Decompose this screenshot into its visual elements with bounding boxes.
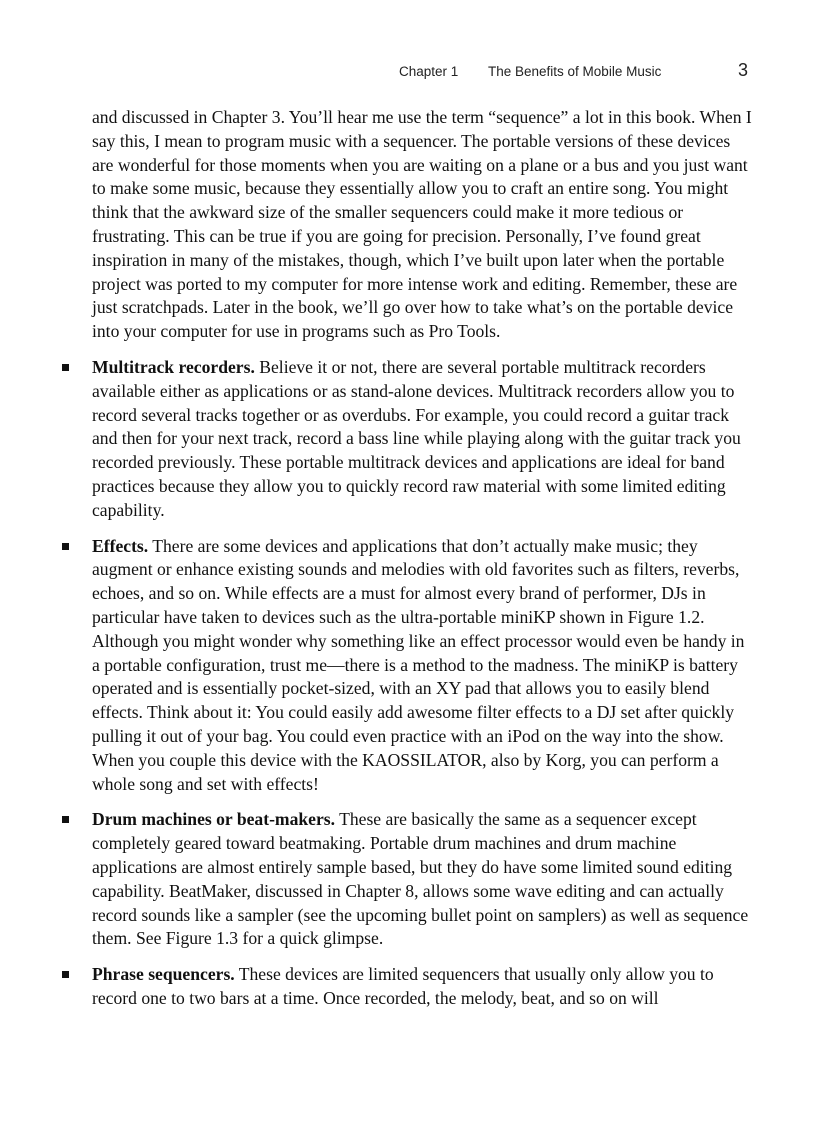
list-item [92,808,756,951]
chapter-title: The Benefits of Mobile Music [488,64,662,79]
bullet-list [92,356,756,1011]
chapter-label: Chapter 1 [399,64,459,79]
bullet-text: These are basically the same as a sequencer except completely geared toward beatmaking. Portable drum machines and drum machine applications are almost entirely sample based, but they do have some limited sound editing capability. BeatMaker, discussed in Chapter 8, allows some wave editing and can actually record sounds like a sampler (see the upcoming bullet point on samplers) as well as sequence them. See Figure 1.3 for a quick glimpse. [92,809,749,949]
square-bullet-icon [62,971,69,978]
list-item [92,963,756,1011]
bullet-text: These devices are limited sequencers that usually only allow you to record one to two bars at a time. Once recorded, the melody, beat, and so on will [92,964,714,1008]
bullet-term: Effects. [92,535,149,556]
page-body [92,106,756,1011]
bullet-term: Phrase sequencers. [92,964,235,985]
square-bullet-icon [62,816,69,823]
list-item [92,535,756,797]
bullet-term: Multitrack recorders. [92,356,255,377]
bullet-text: Believe it or not, there are several portable multitrack recorders available either as applications or as stand-alone devices. Multitrack recorders allow you to record several tracks together or as overdubs. For example, you could record a guitar track and then for your next track, record a bass line while playing along with the guitar track you recorded previously. These portable multitrack devices and applications are ideal for band practices because they allow you to quickly record raw material with some limited editing capability. [92,356,741,520]
square-bullet-icon [62,364,69,371]
running-head [0,60,816,84]
list-item [92,356,756,523]
square-bullet-icon [62,543,69,550]
page-number: 3 [738,60,749,80]
bullet-term: Drum machines or beat-makers. [92,809,336,830]
intro-paragraph: and discussed in Chapter 3. You’ll hear me use the term “sequence” a lot in this book. When I say this, I mean to program music with a sequencer. The portable versions of these devices are wonderful for those moments when you are waiting on a plane or a bus and you just want to make some music, because they essentially allow you to craft an entire song. You might think that the awkward size of the smaller sequencers could make it more tedious or frustrating. This can be true if you are going for precision. Personally, I’ve found great inspiration in many of the mistakes, though, which I’ve built upon later when the portable project was ported to my computer for more intense work and editing. Remember, these are just scratchpads. Later in the book, we’ll go over how to take what’s on the portable device into your computer for use in programs such as Pro Tools. [92,107,752,342]
bullet-text: There are some devices and applications that don’t actually make music; they augment or enhance existing sounds and melodies with old favorites such as filters, reverbs, echoes, and so on. While effects are a must for almost every brand of performer, DJs in particular have taken to devices such as the ultra-portable miniKP shown in Figure 1.2. Although you might wonder why something like an effect processor would even be handy in a portable configuration, trust me—there is a method to the madness. The miniKP is battery operated and is essentially pocket-sized, with an XY pad that allows you to easily blend effects. Think about it: You could easily add awesome filter effects to a DJ set after quickly pulling it out of your bag. You could even practice with an iPod on the way into the show. When you couple this device with the KAOSSILATOR, also by Korg, you can perform a whole song and set with effects! [92,535,745,794]
